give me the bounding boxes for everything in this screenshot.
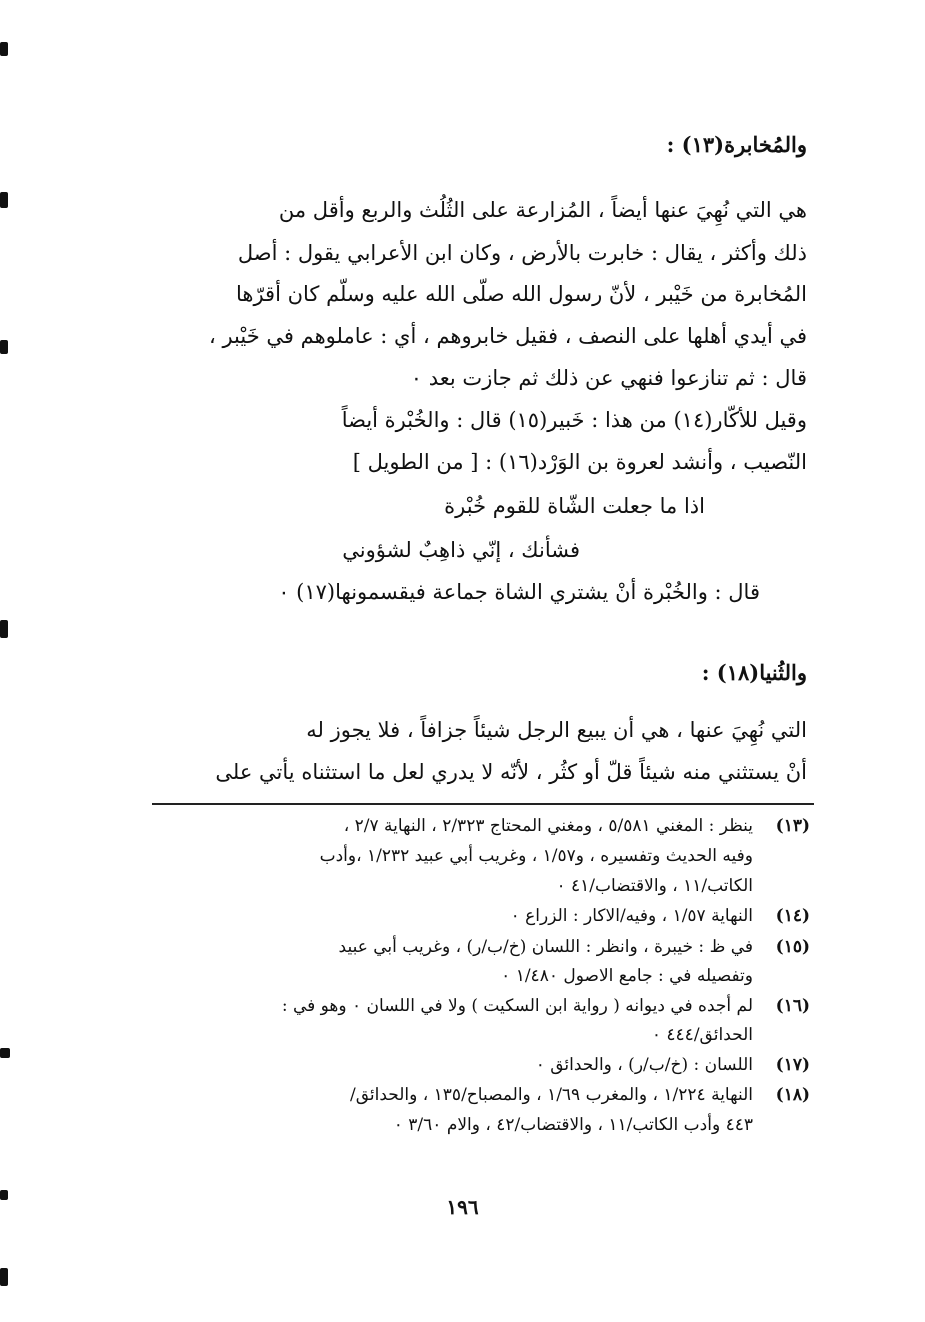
footnote-number: (١٧) — [775, 1055, 810, 1075]
binding-mark — [0, 1268, 8, 1286]
body-line: وقيل للأكّار(١٤) من هذا : خَبير(١٥) قال : والخُبْرة أيضاً — [341, 408, 807, 432]
footnote-number: (١٨) — [775, 1085, 810, 1105]
footnote-line: الحدائق/٤٤٤ ٠ — [651, 1025, 753, 1045]
body-line: هي التي نُهِيَ عنها أيضاً ، المُزارعة على الثُلُث والربع وأقل من — [278, 198, 807, 222]
footnote-line: لم أجده في ديوانه ( رواية ابن السكيت ) ولا في اللسان ٠ وهو في : — [281, 996, 753, 1016]
footnote-line: الكاتب/١١ ، والاقتضاب/٤١ ٠ — [556, 876, 753, 896]
page-number: ١٩٦ — [446, 1195, 479, 1219]
body-line: المُخابرة من خَيْبر ، لأنّ رسول الله صلّى الله عليه وسلّم كان أقرّها — [235, 282, 807, 306]
body-line: النّصيب ، وأنشد لعروة بن الوَرْد(١٦) : [ من الطويل ] — [352, 450, 807, 474]
footnote-line: النهاية ١/٢٢٤ ، والمغرب ١/٦٩ ، والمصباح/١٣٥ ، والحدائق/ — [349, 1085, 753, 1105]
body-line: قال : ثم تنازعوا فنهي عن ذلك ثم جازت بعد ٠ — [410, 366, 807, 390]
binding-mark — [0, 1048, 10, 1058]
footnote-line: وفيه الحديث وتفسيره ، و١/٥٧ ، وغريب أبي عبيد ١/٢٣٢ ،وأدب — [319, 846, 753, 866]
footnote-line: اللسان : (خ/ب/ر) ، والحدائق ٠ — [535, 1055, 753, 1075]
footnote-line: ينظر : المغني ٥/٥٨١ ، ومغني المحتاج ٢/٣٢٣ ، النهاية ٢/٧ ، — [343, 816, 753, 836]
body-line: قال : والخُبْرة أنْ يشتري الشاة جماعة فيقسمونها(١٧) ٠ — [278, 580, 760, 604]
footnote-line: النهاية ١/٥٧ ، وفيه/الاكار : الزراع ٠ — [510, 906, 753, 926]
footnote-line: وتفصيله في : جامع الاصول ١/٤٨٠ ٠ — [501, 966, 753, 986]
footnote-number: (١٣) — [775, 816, 810, 836]
body-line: التي نُهِيَ عنها ، هي أن يبيع الرجل شيئاً جزافاً ، فلا يجوز له — [306, 718, 807, 742]
verse-line: اذا ما جعلت الشّاة للقوم خُبْرة — [444, 494, 705, 518]
binding-mark — [0, 192, 8, 208]
footnote-number: (١٦) — [775, 996, 810, 1016]
binding-mark — [0, 620, 8, 638]
body-line: ذلك وأكثر ، يقال : خابرت بالأرض ، وكان ابن الأعرابي يقول : أصل — [237, 241, 807, 265]
body-line: في أيدي أهلها على النصف ، فقيل خابروهم ، أي : عاملوهم في خَيْبر ، — [209, 324, 807, 348]
footnote-line: ٤٤٣ وأدب الكاتب/١١ ، والاقتضاب/٤٢ ، والام ٣/٦٠ ٠ — [393, 1115, 753, 1135]
binding-mark — [0, 42, 8, 56]
body-line: أنْ يستثني منه شيئاً قلّ أو كثُر ، لأنّه لا يدري لعل ما استثناه يأتي على — [215, 760, 807, 784]
verse-line: فشأنك ، إنّي ذاهِبٌ لشؤوني — [342, 538, 580, 562]
footnote-separator — [152, 803, 814, 805]
section-heading-thunya: والثُنيا(١٨) : — [701, 660, 807, 685]
footnote-number: (١٥) — [775, 937, 810, 957]
section-heading-mukhabara: والمُخابرة(١٣) : — [666, 132, 807, 157]
binding-mark — [0, 340, 8, 354]
footnote-line: في ظ : خيبرة ، وانظر : اللسان (خ/ب/ر) ، وغريب أبي عبيد — [338, 937, 753, 957]
footnote-number: (١٤) — [775, 906, 810, 926]
